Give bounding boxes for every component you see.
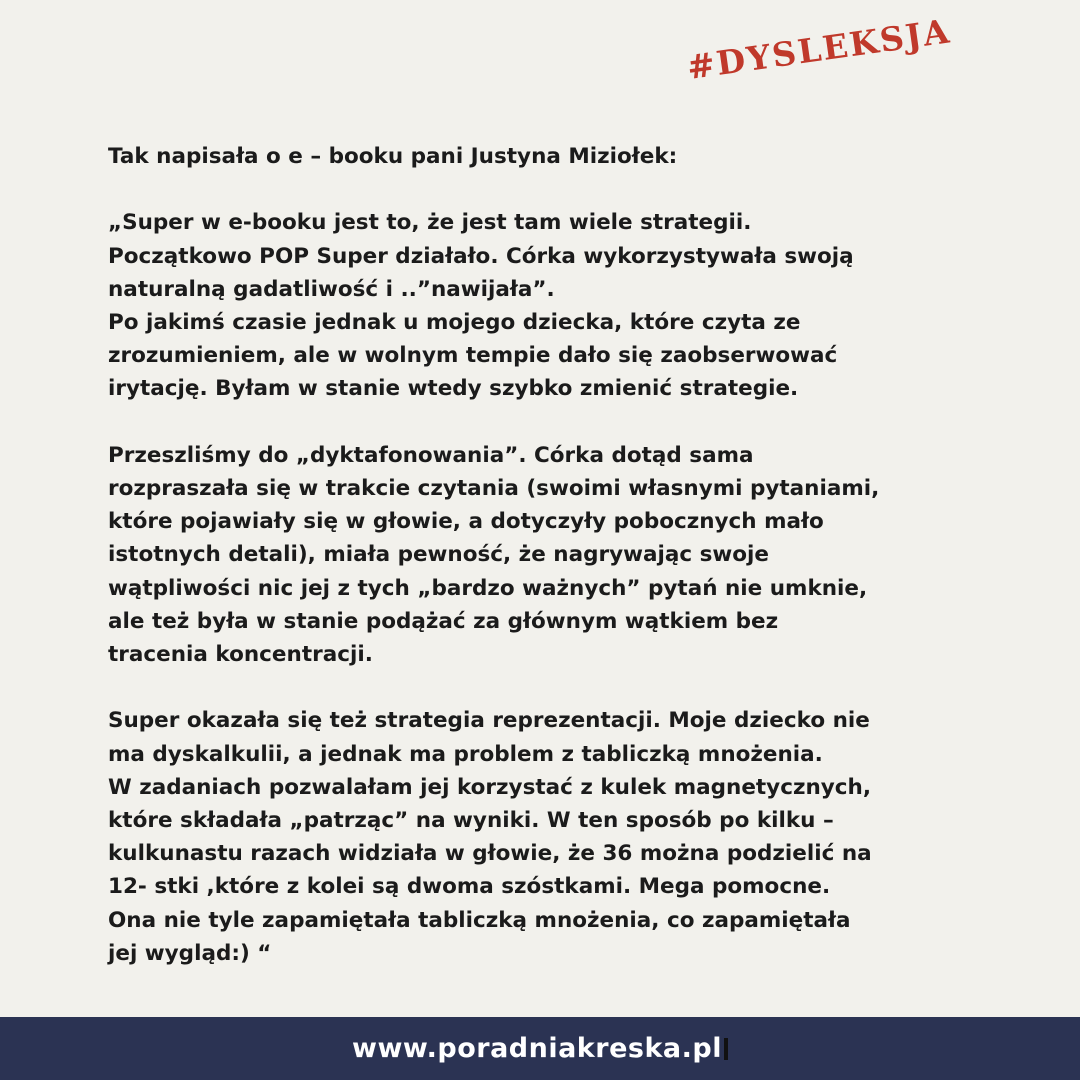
text-line: które pojawiały się w głowie, a dotyczyły pobocznych mało <box>108 509 824 535</box>
text-line: kulkunastu razach widziała w głowie, że 36 można podzielić na <box>108 841 872 867</box>
text-line: W zadaniach pozwalałam jej korzystać z kulek magnetycznych, <box>108 774 871 800</box>
testimonial-text <box>108 140 1008 1003</box>
text-line: ale też była w stanie podążać za głównym wątkiem bez <box>108 608 779 634</box>
text-line: „Super w e-booku jest to, że jest tam wiele strategii. <box>108 210 752 236</box>
text-line: Tak napisała o e – booku pani Justyna Miziołek: <box>108 144 678 169</box>
paragraph-2 <box>108 439 1008 671</box>
hashtag-label: #DYSLEKSJA <box>684 11 954 87</box>
text-line: wątpliwości nic jej z tych „bardzo ważnych” pytań nie umknie, <box>108 575 868 601</box>
text-line: irytację. Byłam w stanie wtedy szybko zmienić strategie. <box>108 376 799 402</box>
text-line: naturalną gadatliwość i ..”nawijała”. <box>108 276 555 302</box>
text-cursor-mark <box>724 1038 728 1060</box>
paragraph-1 <box>108 206 1008 405</box>
text-line: które składała „patrząc” na wyniki. W ten sposób po kilku – <box>108 808 834 834</box>
testimonial-heading <box>108 140 1008 173</box>
text-line: zrozumieniem, ale w wolnym tempie dało się zaobserwować <box>108 343 838 369</box>
text-line: Super okazała się też strategia reprezentacji. Moje dziecko nie <box>108 708 870 734</box>
footer-bar <box>0 1017 1080 1080</box>
website-link[interactable]: www.poradniakreska.pl <box>352 1033 722 1064</box>
text-line: rozpraszała się w trakcie czytania (swoimi własnymi pytaniami, <box>108 476 880 501</box>
text-line: Przeszliśmy do „dyktafonowania”. Córka dotąd sama <box>108 442 754 468</box>
text-line: Ona nie tyle zapamiętała tabliczką mnożenia, co zapamiętała <box>108 907 851 933</box>
text-line: istotnych detali), miała pewność, że nagrywając swoje <box>108 542 769 568</box>
text-line: ma dyskalkulii, a jednak ma problem z tabliczką mnożenia. <box>108 741 823 767</box>
text-line: jej wygląd:) “ <box>108 940 272 966</box>
text-line: 12- stki ,które z kolei są dwoma szóstkami. Mega pomocne. <box>108 874 831 900</box>
text-line: Po jakimś czasie jednak u mojego dziecka, które czyta ze <box>108 310 801 335</box>
paragraph-3 <box>108 704 1008 970</box>
text-line: tracenia koncentracji. <box>108 642 373 668</box>
text-line: Początkowo POP Super działało. Córka wykorzystywała swoją <box>108 243 854 269</box>
